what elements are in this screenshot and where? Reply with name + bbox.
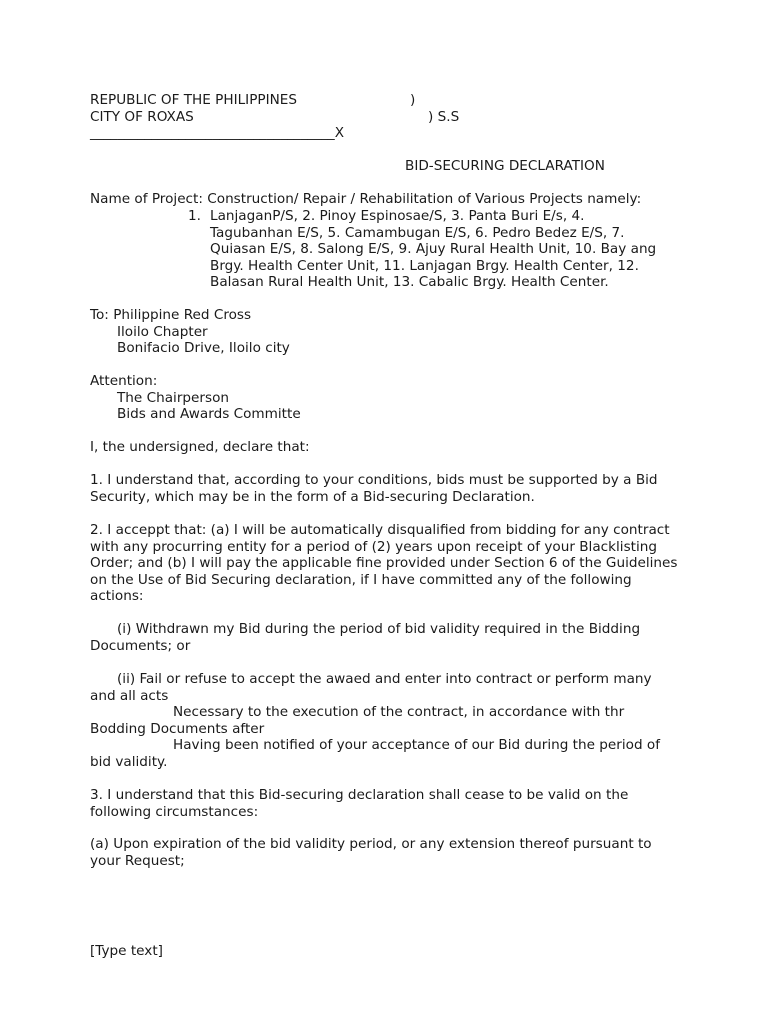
item-i: (i) Withdrawn my Bid during the period of bid validity required in the Bidding Documents; or [90,621,641,654]
paragraph-2: 2. I acceppt that: (a) I will be automatically disqualified from bidding for any contract with any procurring entity for a period of (2) years upon receipt of your Blacklisting Order; and (b) I will pay the applicable fine provided under Section 6 of the Guidelines on the Use of Bid Securing declaration, if I have committed any of the following actions: [90,522,678,604]
header-underline: ____________________________________X [90,125,345,141]
attention-label: Attention: [90,373,158,389]
project-list-line: LanjaganP/S, 2. Pinoy Espinosae/S, 3. Panta Buri E/s, 4. [210,208,585,224]
addressee-name: To: Philippine Red Cross [90,307,252,323]
project-list-number: 1. [188,208,201,224]
paragraph-3: 3. I understand that this Bid-securing declaration shall cease to be valid on the following circumstances: [90,787,629,820]
item-ii-line-b: Necessary to the execution of the contract, in accordance with thr Bodding Documents after [90,704,625,737]
header-city: CITY OF ROXAS [90,109,194,125]
project-list-line: Quiasan E/S, 8. Salong E/S, 9. Ajuy Rural Health Unit, 10. Bay ang [210,241,657,257]
addressee-address: Bonifacio Drive, Iloilo city [117,340,290,356]
item-ii-line-c: Having been notified of your acceptance of our Bid during the period of bid validity. [90,737,661,770]
project-list-line: Balasan Rural Health Unit, 13. Cabalic Brgy. Health Center. [210,274,609,290]
footer-placeholder: [Type text] [90,943,163,959]
header-republic: REPUBLIC OF THE PHILIPPINES [90,92,297,108]
item-a: (a) Upon expiration of the bid validity period, or any extension thereof pursuant to your Request; [90,836,652,869]
addressee-chapter: Iloilo Chapter [117,324,208,340]
item-ii-line-a: (ii) Fail or refuse to accept the awaed and enter into contract or perform many and all acts [90,671,652,704]
declaration-intro: I, the undersigned, declare that: [90,439,310,455]
header-paren: ) [410,92,416,108]
project-label: Name of Project: Construction/ Repair / Rehabilitation of Various Projects namely: [90,191,642,207]
header-ss: ) S.S [428,109,460,125]
attention-line: Bids and Awards Committe [117,406,301,422]
project-list-line: Tagubanhan E/S, 5. Camambugan E/S, 6. Pedro Bedez E/S, 7. [210,225,625,241]
attention-line: The Chairperson [117,390,230,406]
project-list-line: Brgy. Health Center Unit, 11. Lanjagan Brgy. Health Center, 12. [210,258,639,274]
page-title: BID-SECURING DECLARATION [405,158,605,174]
paragraph-1: 1. I understand that, according to your conditions, bids must be supported by a Bid Security, which may be in the form of a Bid-securing Declaration. [90,472,658,505]
